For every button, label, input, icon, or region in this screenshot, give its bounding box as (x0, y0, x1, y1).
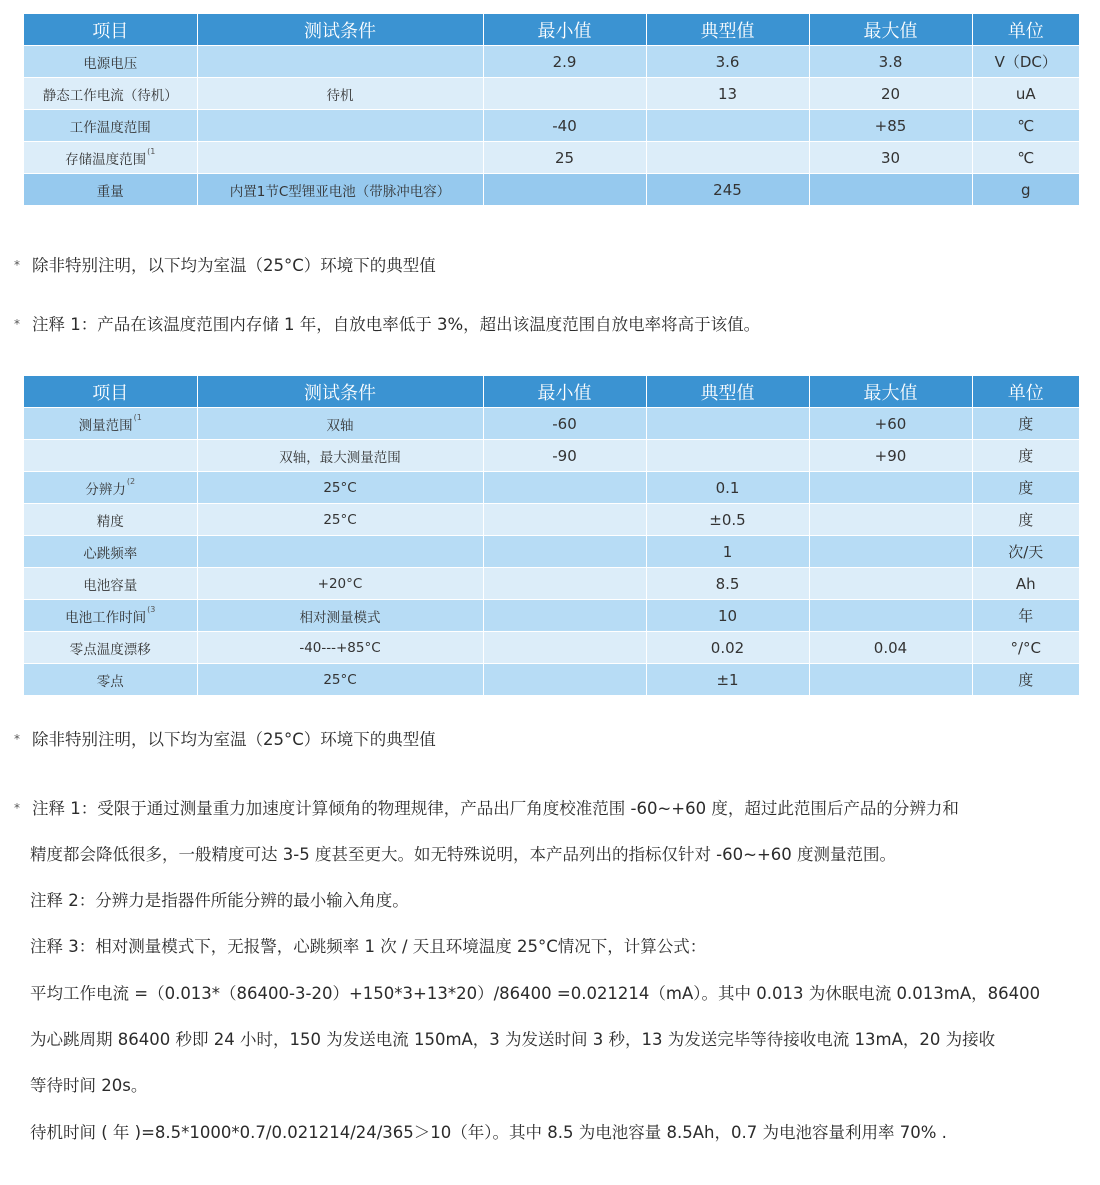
cell-item-text: 重量 (96, 183, 124, 200)
cell-typ-text: 10 (717, 606, 738, 625)
cell-max (809, 600, 972, 632)
cell-unit-text: 次/天 (1008, 543, 1044, 561)
header-condition: 测试条件 (197, 376, 483, 408)
cell-unit (972, 46, 1079, 78)
footnote-marker: (2 (126, 476, 136, 486)
cell-item (24, 142, 197, 174)
cell-unit-text: 年 (1018, 607, 1034, 625)
default-conditions-note (14, 252, 436, 276)
header-typ: 典型值 (646, 376, 809, 408)
cell-unit-text: V（DC） (994, 53, 1057, 71)
cell-unit-text: °/°C (1010, 638, 1042, 657)
cell-min (483, 110, 646, 142)
footnote-marker: (1 (147, 146, 156, 156)
cell-max-text: +60 (874, 414, 907, 433)
cell-item (24, 504, 197, 536)
cell-max (809, 504, 972, 536)
cell-unit (972, 664, 1079, 696)
cell-item (24, 78, 197, 110)
cell-max (809, 664, 972, 696)
cell-max (809, 632, 972, 664)
cell-max (809, 142, 972, 174)
header-min: 最小值 (483, 14, 646, 46)
cell-item (24, 46, 197, 78)
cell-unit (972, 472, 1079, 504)
cell-item-text: 静态工作电流（待机） (42, 87, 178, 104)
cell-item-text: 心跳频率 (83, 545, 138, 562)
cell-typ-text: 1 (722, 542, 733, 561)
cell-item-text: 电池工作时间 (65, 609, 147, 626)
header-max: 最大值 (809, 376, 972, 408)
cell-typ (646, 46, 809, 78)
cell-typ (646, 568, 809, 600)
cell-min (483, 504, 646, 536)
cell-min-text: -60 (552, 414, 577, 433)
cell-min-text: -40 (552, 116, 577, 135)
footnote-marker: (1 (133, 412, 142, 422)
cell-unit (972, 632, 1079, 664)
cell-min (483, 408, 646, 440)
cell-item (24, 664, 197, 696)
table-row (24, 664, 1079, 696)
cell-item-text: 工作温度范围 (69, 119, 151, 136)
table-row (24, 110, 1079, 142)
cell-max (809, 174, 972, 206)
cell-unit (972, 440, 1079, 472)
cell-condition (197, 536, 483, 568)
cell-unit (972, 600, 1079, 632)
table-row (24, 78, 1079, 110)
cell-typ (646, 504, 809, 536)
cell-max (809, 472, 972, 504)
cell-min (483, 664, 646, 696)
formula-current-line-2: 为心跳周期 86400 秒即 24 小时，150 为发送电流 150mA，3 为发送时间 3 秒，13 为发送完毕等待接收电流 13mA，20 为接收 (30, 1030, 996, 1049)
cell-max-text: 30 (880, 148, 901, 167)
header-unit: 单位 (972, 376, 1079, 408)
cell-typ-text: 13 (717, 84, 738, 103)
cell-item (24, 472, 197, 504)
cell-item-text: 电池容量 (83, 577, 138, 594)
cell-typ (646, 600, 809, 632)
cell-condition (197, 568, 483, 600)
cell-min-text: 25 (554, 148, 575, 167)
table-row (24, 536, 1079, 568)
note-text: 除非特别注明，以下均为室温（25°C）环境下的典型值 (32, 256, 436, 275)
table-body (24, 408, 1079, 696)
cell-item-text: 零点 (96, 673, 124, 690)
asterisk-marker: * (14, 258, 20, 272)
cell-condition (197, 46, 483, 78)
footnote-marker: (3 (147, 604, 156, 614)
cell-max-text: 3.8 (878, 52, 903, 71)
cell-typ (646, 536, 809, 568)
header-item: 项目 (24, 14, 197, 46)
cell-item-text: 存储温度范围 (65, 151, 147, 168)
table-row (24, 408, 1079, 440)
table-row (24, 472, 1079, 504)
cell-unit-text: g (1020, 180, 1031, 199)
table-row (24, 600, 1079, 632)
table-row (24, 440, 1079, 472)
table-row (24, 174, 1079, 206)
header-unit: 单位 (972, 14, 1079, 46)
footnote-1 (14, 311, 760, 335)
table-row (24, 568, 1079, 600)
cell-min (483, 600, 646, 632)
table-header (24, 14, 1079, 46)
cell-condition (197, 78, 483, 110)
asterisk-marker: * (14, 732, 20, 746)
cell-unit (972, 142, 1079, 174)
footnote-3: 注释 3：相对测量模式下，无报警，心跳频率 1 次 / 天且环境温度 25°C情况下，计算公式： (30, 937, 707, 956)
cell-min (483, 142, 646, 174)
cell-condition-text: 25°C (323, 511, 357, 528)
cell-item (24, 440, 197, 472)
cell-typ (646, 110, 809, 142)
note-text: 除非特别注明，以下均为室温（25°C）环境下的典型值 (32, 730, 436, 749)
header-typ: 典型值 (646, 14, 809, 46)
cell-unit-text: 度 (1018, 511, 1034, 529)
cell-typ (646, 174, 809, 206)
cell-min (483, 632, 646, 664)
cell-condition-text: +20°C (317, 575, 363, 592)
cell-max-text: 20 (880, 84, 901, 103)
cell-unit-text: uA (1015, 84, 1036, 103)
cell-item (24, 568, 197, 600)
cell-unit (972, 174, 1079, 206)
cell-unit (972, 408, 1079, 440)
cell-unit (972, 536, 1079, 568)
header-min: 最小值 (483, 376, 646, 408)
cell-item-text: 零点温度漂移 (69, 641, 151, 658)
cell-max (809, 46, 972, 78)
cell-item-text: 测量范围 (78, 417, 133, 434)
cell-condition-text: 待机 (326, 87, 354, 104)
cell-unit (972, 78, 1079, 110)
cell-max (809, 78, 972, 110)
cell-typ (646, 408, 809, 440)
cell-min-text: 2.9 (552, 52, 577, 71)
cell-max-text: 0.04 (873, 638, 908, 657)
cell-condition (197, 600, 483, 632)
header-condition: 测试条件 (197, 14, 483, 46)
cell-unit-text: 度 (1018, 479, 1034, 497)
cell-condition-text: 双轴，最大测量范围 (279, 449, 401, 466)
cell-max-text: +90 (874, 446, 907, 465)
footnote-2: 注释 2：分辨力是指器件所能分辨的最小输入角度。 (30, 891, 409, 910)
cell-item (24, 110, 197, 142)
cell-condition-text: 相对测量模式 (299, 609, 381, 626)
table-header (24, 376, 1079, 408)
cell-item-text: 分辨力 (85, 481, 126, 498)
cell-typ-text: 0.02 (710, 638, 745, 657)
cell-unit-text: Ah (1015, 574, 1036, 593)
cell-typ-text: 0.1 (715, 478, 740, 497)
cell-item (24, 632, 197, 664)
cell-unit-text: ℃ (1017, 148, 1035, 167)
cell-condition (197, 110, 483, 142)
spec-table-electrical (24, 14, 1079, 206)
note-text: 注释 1：产品在该温度范围内存储 1 年，自放电率低于 3%，超出该温度范围自放电率将高于该值。 (32, 315, 761, 334)
cell-item (24, 600, 197, 632)
formula-standby-time: 待机时间 ( 年 )=8.5*1000*0.7/0.021214/24/365＞10（年）。其中 8.5 为电池容量 8.5Ah，0.7 为电池容量利用率 70% . (30, 1123, 947, 1142)
cell-typ-text: ±1 (716, 670, 739, 689)
cell-condition (197, 174, 483, 206)
cell-unit-text: 度 (1018, 415, 1034, 433)
formula-current-line-3: 等待时间 20s。 (30, 1076, 148, 1095)
formula-current-line-1: 平均工作电流 =（0.013*（86400-3-20）+150*3+13*20）/86400 =0.021214（mA）。其中 0.013 为休眠电流 0.013mA，86400 (30, 984, 1041, 1003)
table-body (24, 46, 1079, 206)
cell-max (809, 440, 972, 472)
cell-condition-text: 25°C (323, 479, 357, 496)
cell-unit (972, 110, 1079, 142)
cell-condition-text: 内置1节C型锂亚电池（带脉冲电容） (229, 183, 451, 200)
cell-condition (197, 440, 483, 472)
cell-unit-text: ℃ (1017, 116, 1035, 135)
cell-max (809, 408, 972, 440)
table-row (24, 504, 1079, 536)
cell-typ-text: 8.5 (715, 574, 740, 593)
cell-min (483, 472, 646, 504)
cell-condition (197, 664, 483, 696)
header-item: 项目 (24, 376, 197, 408)
footnote-1-line-2: 精度都会降低很多，一般精度可达 3-5 度甚至更大。如无特殊说明，本产品列出的指标仅针对 -60~+60 度测量范围。 (30, 845, 897, 864)
cell-typ-text: 3.6 (715, 52, 740, 71)
cell-condition (197, 632, 483, 664)
asterisk-marker: * (14, 801, 20, 815)
cell-typ (646, 664, 809, 696)
cell-max (809, 568, 972, 600)
cell-unit (972, 504, 1079, 536)
cell-unit-text: 度 (1018, 447, 1034, 465)
cell-unit (972, 568, 1079, 600)
cell-item-text: 电源电压 (83, 55, 138, 72)
spec-table-measurement (24, 376, 1079, 696)
cell-unit-text: 度 (1018, 671, 1034, 689)
cell-min (483, 46, 646, 78)
table-row (24, 46, 1079, 78)
cell-condition-text: -40---+85°C (299, 639, 381, 656)
cell-condition (197, 472, 483, 504)
cell-max-text: +85 (874, 116, 907, 135)
cell-condition (197, 142, 483, 174)
cell-typ-text: ±0.5 (709, 510, 746, 529)
cell-min (483, 78, 646, 110)
cell-min (483, 440, 646, 472)
cell-condition-text: 双轴 (326, 417, 354, 434)
note-text: 注释 1：受限于通过测量重力加速度计算倾角的物理规律，产品出厂角度校准范围 -60~+60 度，超过此范围后产品的分辨力和 (32, 799, 959, 818)
cell-min (483, 568, 646, 600)
cell-min-text: -90 (552, 446, 577, 465)
cell-typ-text: 245 (713, 180, 742, 199)
cell-max (809, 536, 972, 568)
cell-condition (197, 408, 483, 440)
table-row (24, 632, 1079, 664)
cell-typ (646, 440, 809, 472)
cell-item (24, 408, 197, 440)
default-conditions-note (14, 726, 436, 750)
cell-typ (646, 142, 809, 174)
cell-min (483, 536, 646, 568)
cell-max (809, 110, 972, 142)
table-row (24, 142, 1079, 174)
cell-typ (646, 78, 809, 110)
cell-item (24, 174, 197, 206)
cell-min (483, 174, 646, 206)
header-max: 最大值 (809, 14, 972, 46)
cell-condition-text: 25°C (323, 671, 357, 688)
footnote-1-line-1 (14, 795, 959, 819)
cell-typ (646, 632, 809, 664)
cell-condition (197, 504, 483, 536)
cell-item (24, 536, 197, 568)
cell-typ (646, 472, 809, 504)
cell-item-text: 精度 (96, 513, 124, 530)
asterisk-marker: * (14, 317, 20, 331)
